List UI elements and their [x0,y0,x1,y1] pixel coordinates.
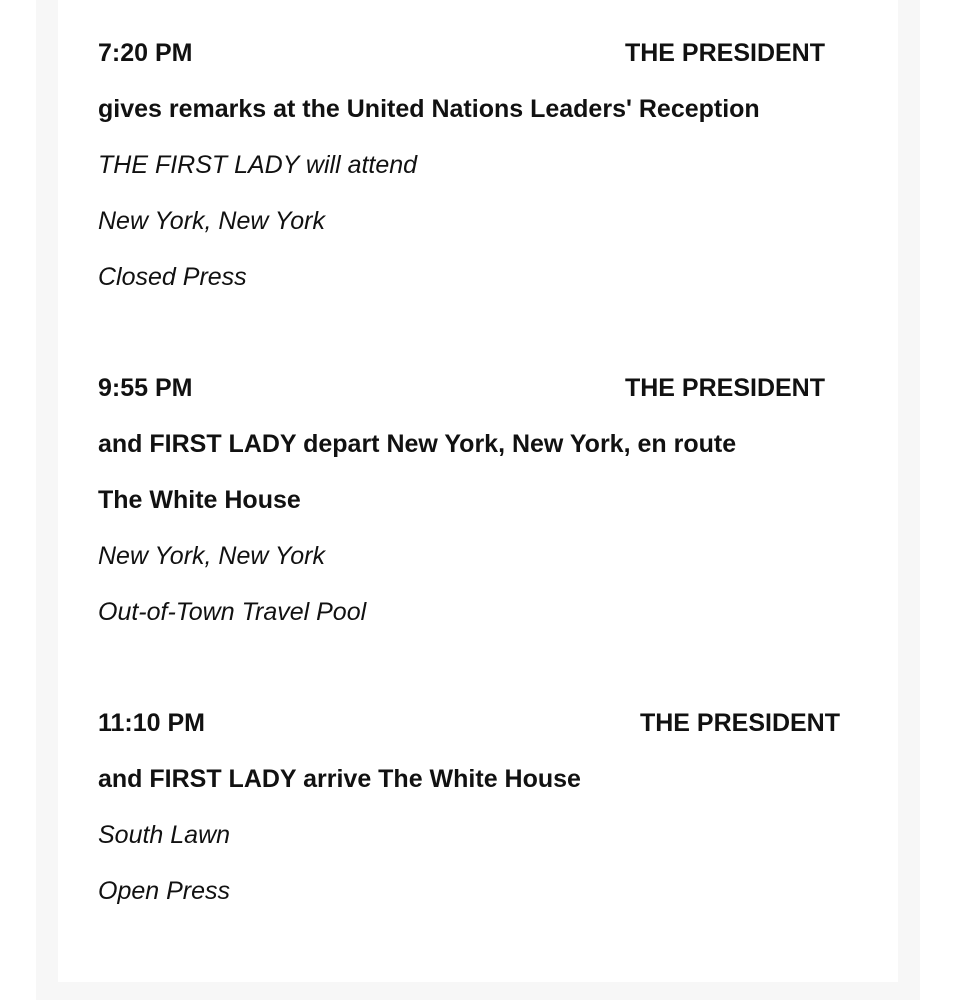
entry-detail: THE FIRST LADY will attend [98,151,418,179]
entry-participant: THE PRESIDENT [624,374,825,402]
entry-location: South Lawn [98,821,231,849]
entry-press-status: Closed Press [98,263,247,291]
entry-location: New York, New York [98,542,325,570]
entry-participant: THE PRESIDENT [624,39,825,67]
entry-action: The White House [98,486,301,514]
entry-time: 7:20 PM [98,39,193,67]
entry-action: and FIRST LADY arrive The White House [98,765,581,793]
entry-press-status: Out-of-Town Travel Pool [98,598,367,626]
entry-action: and FIRST LADY depart New York, New York, en route [98,430,737,458]
entry-time: 9:55 PM [98,374,193,402]
entry-action: gives remarks at the United Nations Leaders' Reception [98,95,760,123]
entry-participant: THE PRESIDENT [639,709,840,737]
entry-location: New York, New York [98,207,325,235]
entry-press-status: Open Press [98,877,231,905]
entry-time: 11:10 PM [98,709,206,737]
